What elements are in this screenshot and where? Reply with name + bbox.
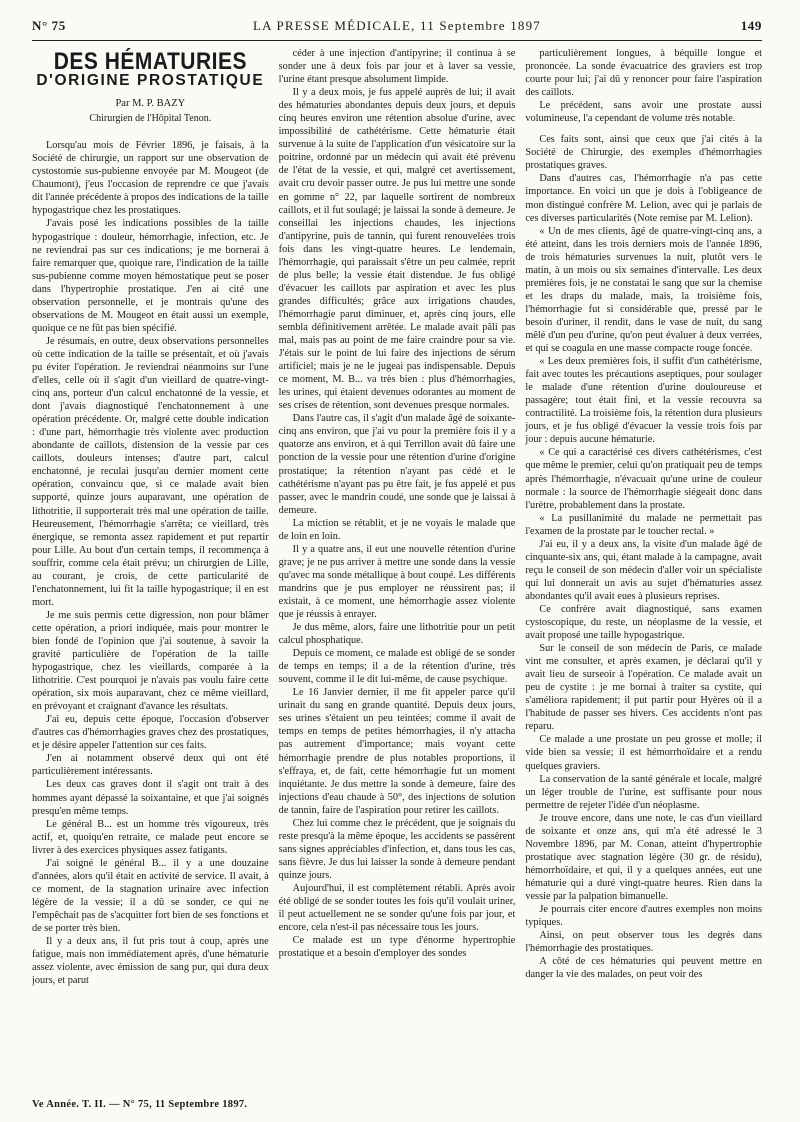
header-rule	[32, 40, 762, 41]
paragraph: Il y a deux ans, il fut pris tout à coup, après une fatigue, mais non immédiatement après, d'une hématurie assez violente, avec émission de sang pur, qui dura deux jours, et parut	[32, 936, 269, 987]
paragraph: Ces faits sont, ainsi que ceux que j'ai cités à la Société de Chirurgie, des exemples d'hémorrhagies prostatiques graves.	[525, 134, 762, 172]
column-2	[279, 47, 516, 1087]
section-gap	[525, 125, 762, 133]
paragraph: Dans l'autre cas, il s'agit d'un malade âgé de soixante-cinq ans environ, que j'ai vu pour la première fois il y a quatorze ans environ, et à qui Terrillon avait dû faire une ponction de la vessie pour une rétention d'urine d'origine prostatique; la rétention n'ayant pas cédé et le cathétérisme n'ayant pas pu être fait, je fus appelé et pus passer, avec le mandrin coudé, une sonde que je laissai à demeure.	[278, 413, 516, 516]
paragraph: Ce confrère avait diagnostiqué, sans examen cystoscopique, du reste, un néoplasme de la vessie, et avait proposé une taille hypogastrique.	[525, 603, 762, 642]
paragraph: Je résumais, en outre, deux observations personnelles où cette indication de la taille se présentait, et où j'avais pu éviter l'opération. Je reviendrai néanmoins sur l'une d'elles, celle où il s'agit d'un vieillard de quatre-vingt-cinq ans, porteur d'un calcul enchatonné de la vessie, et dont j'avais diagnostiqué l'enchatonnement à une opération précédente. Or, malgré cette double indication : d'une part, hémorrhagie très violente avec production abondante de caillots, distension de la vessie par ces caillots, douleurs intenses; d'autre part, calcul enchatonné, je reculai jusqu'au dernier moment cette opération, convaincu que, si ce malade avait bien supporté, quinze jours auparavant, une opération de lithotritie, il supporterait très mal une opération de taille. Heureusement, l'hémorrhagie s'arrêta; ce vieillard, très énergique, se remonta assez rapidement et put repartir pour Lille. Au bout d'un certain temps, il recommença à souffrir, comme cela était prévu; un chirurgien de Lille, au courant, je crois, de cette particularité de l'enchatonnement, lui fit la taille hypogastrique; il en est mort.	[32, 335, 269, 608]
column-1	[32, 47, 269, 1087]
paragraph: Lorsqu'au mois de Février 1896, je faisais, à la Société de chirurgie, un rapport sur une observation de cystostomie sus-pubienne envoyée par M. Mougeot (de Chaumont), j'eus l'occasion de reprendre ce que j'avais dit l'année précédente à propos des indications de la taille hypogastrique chez les prostatiques.	[32, 140, 269, 217]
paragraph: Le général B... est un homme très vigoureux, très actif, et, quoiqu'en retraite, ce malade peut encore se livrer à des exercices physiques assez fatigants.	[32, 818, 269, 856]
paragraph: Ainsi, on peut observer tous les degrés dans l'hémorrhagie des prostatiques.	[525, 930, 762, 955]
paragraph: Les deux cas graves dont il s'agit ont trait à des hommes ayant dépassé la soixantaine, et que j'ai soignés presqu'en même temps.	[32, 779, 269, 817]
paragraph: céder à une injection d'antipyrine; il continua à se sonder une à deux fois par jour et à laver sa vessie, l'urine étant presque absolument limpide.	[278, 48, 516, 86]
text-columns	[32, 47, 762, 1087]
paragraph: La miction se rétablit, et je ne voyais le malade que de loin en loin.	[278, 517, 516, 542]
paragraph: Aujourd'hui, il est complètement rétabli. Après avoir été obligé de se sonder toutes les fois qu'il voulait uriner, il peut actuellement ne se sonder qu'une fois par jour, et encore, cela n'est-il pas nécessaire tous les jours.	[278, 883, 516, 934]
paragraph: Le précédent, sans avoir une prostate aussi volumineuse, l'a cependant de volume très notable.	[525, 100, 762, 125]
paragraph: Je dus même, alors, faire une lithotritie pour un petit calcul phosphatique.	[278, 622, 516, 647]
article-title: DES HÉMATURIES	[53, 48, 247, 75]
paragraph: « Un de mes clients, âgé de quatre-vingt-cinq ans, a été atteint, dans les trois derniers mois de l'année 1896, de trois hématuries survenues la nuit, plutôt vers le matin, à un mois ou six semaines d'intervalle. Les deux premières fois, je ne constatai le sang que sur la chemise et les draps du malade, mais, la troisième fois, l'hémorrhagie fut si considérable que, pressé par le besoin d'uriner, il rendit, dans le vase de nuit, du sang mêlé d'un peu d'urine, qu'on peut évaluer à deux verrées, et qui se coagula en une masse compacte rouge foncée.	[525, 225, 762, 355]
paragraph: J'en ai notamment observé deux qui ont été particulièrement intéressants.	[32, 753, 269, 778]
paragraph: particulièrement longues, à béquille longue et prononcée. La sonde évacuatrice des graviers est trop courte pour lui; j'ai dû y renoncer pour faire l'aspiration des caillots.	[525, 48, 762, 99]
paragraph: Le 16 Janvier dernier, il me fit appeler parce qu'il urinait du sang en grande quantité. Depuis deux jours, ses urines s'étaient un peu teintées; comme il avait de temps en temps de petites hémorrhagies, il n'y attacha pas autrement d'importance; mais voyant cette hémorrhagie prendre de plus notables proportions, il s'effraya, et, de fait, cette hémorrhagie fut un moment inquiétante. Je dus mettre la sonde à demeure, faire des injections d'eau chaude à 50°, des injections de solution de tannin, faire de l'aspiration pour retirer les caillots.	[278, 687, 516, 816]
paragraph: « Ce qui a caractérisé ces divers cathétérismes, c'est que même le premier, celui qu'on pratiquait peu de temps après l'hémorrhagie, n'évacuait qu'une urine de couleur normale : la source de l'hémorrhagie siégeait donc dans l'urètre, probablement dans la prostate.	[525, 447, 762, 511]
paragraph: Ce malade est un type d'énorme hypertrophie prostatique et a besoin d'employer des sondes	[278, 935, 516, 960]
issue-number: N° 75	[32, 18, 66, 33]
article-subtitle: D'ORIGINE PROSTATIQUE	[36, 72, 265, 90]
page-header	[32, 12, 762, 34]
author-role: Chirurgien de l'Hôpital Tenon.	[89, 113, 212, 125]
article-author: Par M. P. BAZY	[115, 98, 186, 110]
paragraph: Chez lui comme chez le précédent, que je soignais du reste presqu'à la même époque, les accidents se passèrent sans signes appréciables d'infection, et, dans tous les cas, sans fièvre. Je dus lui laisser la sonde à demeure pendant quinze jours.	[278, 817, 516, 881]
paragraph: J'ai eu, depuis cette époque, l'occasion d'observer d'autres cas d'hémorrhagies graves chez des prostatiques, et je désire appeler l'attention sur ces faits.	[32, 714, 269, 752]
paragraph: Il y a deux mois, je fus appelé auprès de lui; il avait des hématuries abondantes depuis deux jours, et depuis cinq heures environ une rétention absolue d'urine, avec impossibilité de cathétérisme. Cette hématurie était survenue à la suite de l'application d'un vésicatoire sur la poitrine, ordonné par un médecin qui avait été prévenu de l'état de la vessie, et qui, malgré cet avertissement, avait cru devoir passer outre. Je pus lui mettre une sonde en gomme n° 22, par laquelle sortirent de nombreux caillots, et il fut soulagé; je laissai la sonde à demeure. Je conseillai les injections chaudes, les injections d'antipyrine, puis de tannin, qui furent renouvelées trois fois dans les vingt-quatre heures. Le lendemain, l'hémorrhagie, qui paraissait s'être un peu calmée, reprit de plus belle; la vessie était distendue. Je fus obligé d'évacuer les caillots par aspiration et avec les plus grandes difficultés; grâce aux irrigations chaudes, l'hémorrhagie parut diminuer, et, après cinq jours, elle sembla définitivement arrêtée. Le malade avait pâli pas mal, mais pas au point de me faire craindre pour sa vie. J'étais sur le point de lui faire des injections de sérum artificiel; mais je ne le jugeai pas indispensable. Depuis ce moment, M. B... va très bien : plus d'hémorrhagies, les urines, qui étaient devenues odorantes au moment de ses crises de rétention, sont devenues presque normales.	[278, 87, 516, 412]
paragraph: Je trouve encore, dans une note, le cas d'un vieillard de soixante et onze ans, qui m'a été adressé le 3 Novembre 1896, par M. Conan, atteint d'hypertrophie prostatique avec stagnation légère (30 gr. de résidu), hémorrhoïdaire, et qui, il y a quelques années, eut une hématurie qui a duré vingt-quatre heures. Rien dans la vessie par la palpation bimanuelle.	[525, 812, 762, 902]
paragraph: J'ai eu, il y a deux ans, la visite d'un malade âgé de cinquante-six ans, qui, étant malade à la campagne, avait reçu le conseil de son médecin d'aller voir un spécialiste qui lui donnerait un avis au sujet d'hématuries assez abondantes qu'il avait eues à plusieurs reprises.	[525, 538, 762, 602]
paragraph: « La pusillanimité du malade ne permettait pas l'examen de la prostate par le toucher rectal. »	[525, 512, 762, 537]
paragraph: Sur le conseil de son médecin de Paris, ce malade vint me consulter, et après examen, je déclarai qu'il y avait lieu de surseoir à l'opération. Ce malade avait un peu de cystite : je me bornai à traiter sa cystite, qui s'améliora rapidement; il put partir pour Hyères où il a l'habitude de passer ses hivers. Ces accidents n'ont pas reparu.	[525, 643, 762, 733]
paragraph: Dans d'autres cas, l'hémorrhagie n'a pas cette importance. En voici un que je dois à l'obligeance de mon distingué confrère M. Lelion, avec qui je parlais de ces diverses particularités (Note remise par M. Lelion).	[525, 173, 762, 224]
paragraph: A côté de ces hématuries qui peuvent mettre en danger la vie des malades, on peut voir des	[525, 956, 762, 981]
paragraph: J'avais posé les indications possibles de la taille hypogastrique : douleur, hémorrhagie, infection, etc. Je ne reviendrai pas sur ces indications; je me bornerai à faire remarquer que, quoique rare, l'indication de la taille sus-pubienne comme moyen hémostatique peut se poser dans l'hypertrophie prostatique. J'en ai cité une observation personnelle, et je montrais qu'une des observations de M. Mougeot en était aussi un exemple, quoique ce ne fût pas bien spécifié.	[32, 218, 269, 334]
paragraph: Il y a quatre ans, il eut une nouvelle rétention d'urine grave; je ne pus arriver à mettre une sonde dans la vessie qu'avec ma sonde métallique à bout coupé. Les différents mandrins que je pus employer ne réussirent pas; il existait, à ce moment, une hémorrhagie assez violente que je réussis à enrayer.	[278, 543, 516, 621]
page-footer: Ve Année. T. II. — N° 75, 11 Septembre 1897.	[32, 1099, 248, 1110]
paragraph: Depuis ce moment, ce malade est obligé de se sonder de temps en temps; il a de la rétention d'urine, très souvent, comme il le dit lui-même, de cause psychique.	[278, 648, 516, 686]
column-3	[525, 47, 762, 1087]
paragraph: Je me suis permis cette digression, non pour blâmer cette opération, a priori indiquée, mais pour montrer le bien fondé de l'opinion que j'ai soutenue, à savoir la gravité particulière de l'opération de la taille hypogastrique, chez les vieillards, comparée à la lithotritie. C'est pourquoi je n'avais pas voulu faire cette opération, six mois auparavant, chez ce même vieillard, en prévoyant et craignant d'avance les résultats.	[32, 609, 269, 713]
paragraph: « Les deux premières fois, il suffit d'un cathétérisme, fait avec toutes les précautions aseptiques, pour soulager le malade d'une rétention d'urine douloureuse et passagère; tout était fini, et la vessie recouvra sa contractilité. La troisième fois, la rétention dura plusieurs jours, et je fus obligé d'évacuer la vessie trois fois par jour : depuis aucune hématurie.	[525, 356, 762, 446]
running-title: LA PRESSE MÉDICALE, 11 Septembre 1897	[252, 18, 542, 33]
paragraph: Ce malade a une prostate un peu grosse et molle; il vide bien sa vessie; il est hémorrhoïdaire et a rendu quelques graviers.	[525, 734, 762, 772]
paragraph: Je pourrais citer encore d'autres exemples non moins typiques.	[525, 904, 762, 929]
paragraph: La conservation de la santé générale et locale, malgré un léger trouble de l'urine, est suffisante pour nous permettre de rejeter l'idée d'un néoplasme.	[525, 773, 762, 811]
page-number: 149	[740, 18, 762, 33]
paragraph: J'ai soigné le général B... il y a une douzaine d'années, alors qu'il était en activité de service. Il avait, à ce moment, de la stagnation urinaire avec infection légère de la vessie; il a dû se sonder, ce qui ne l'empêchait pas de s'acquitter fort bien de ses fonctions et de se porter très bien.	[32, 857, 269, 934]
